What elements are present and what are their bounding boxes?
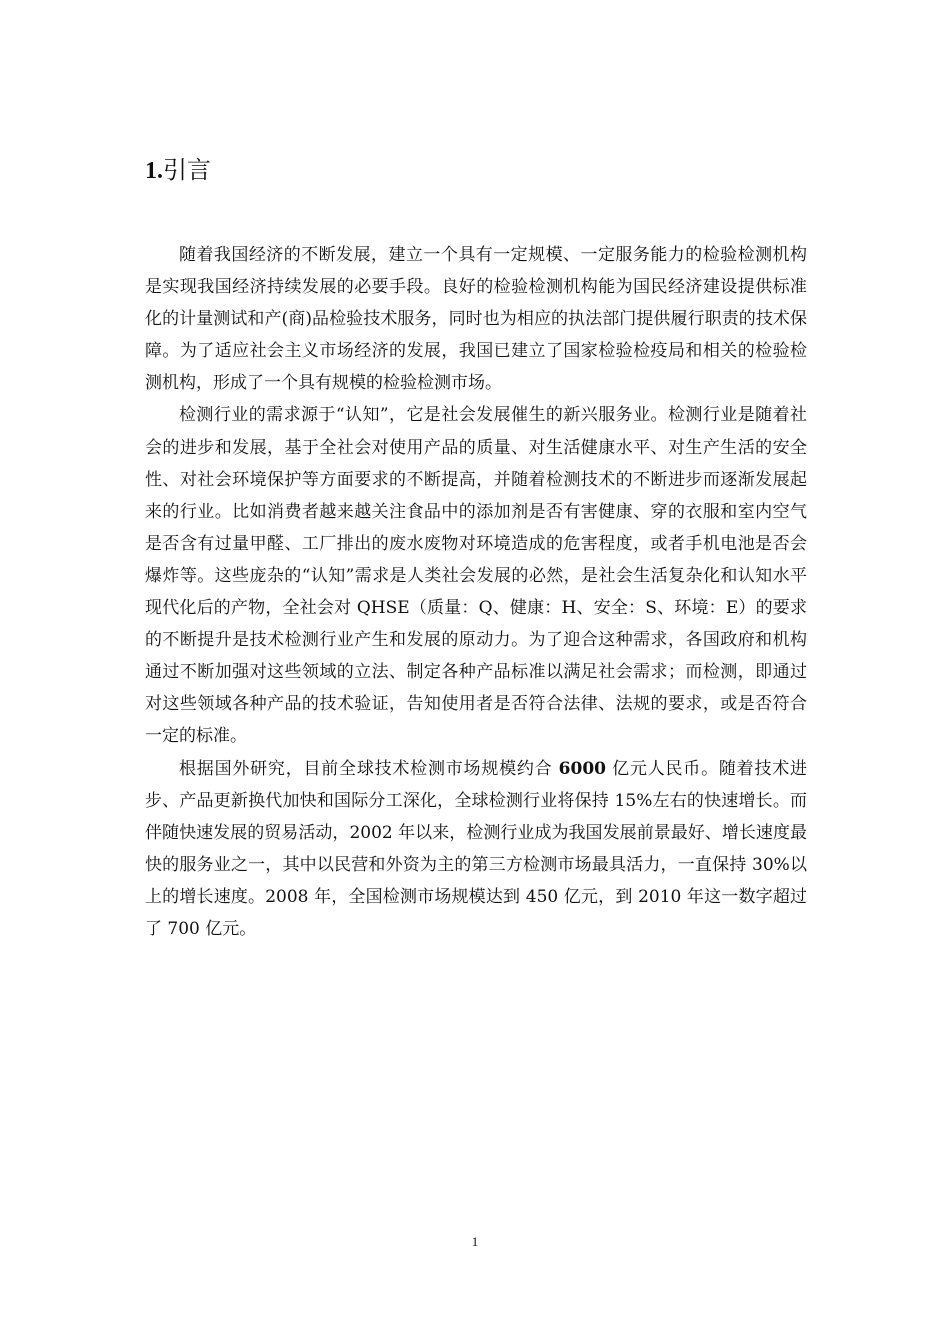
paragraph-1: 随着我国经济的不断发展，建立一个具有一定规模、一定服务能力的检验检测机构是实现我国经济持续发展的必要手段。良好的检验检测机构能为国民经济建设提供标准化的计量测试和产(商)品检验技术服务，同时也为相应的执法部门提供履行职责的技术保障。为了适应社会主义市场经济的发展，我国已建立了国家检验检疫局和相关的检验检测机构，形成了一个具有规模的检验检测市场。 — [145, 245, 807, 394]
page-number: 1 — [471, 1234, 479, 1249]
body-text — [145, 239, 807, 945]
market-size-value: 6000 — [558, 758, 606, 779]
paragraph-3-prefix: 根据国外研究，目前全球技术检测市场规模约合 — [179, 758, 559, 779]
paragraph-3 — [145, 753, 807, 946]
paragraph-2: 检测行业的需求源于“认知”，它是社会发展催生的新兴服务业。检测行业是随着社会的进步和发展，基于全社会对使用产品的质量、对生活健康水平、对生产生活的安全性、对社会环境保护等方面要求的不断提高，并随着检测技术的不断进步而逐渐发展起来的行业。比如消费者越来越关注食品中的添加剂是否有害健康、穿的衣服和室内空气是否含有过量甲醛、工厂排出的废水废物对环境造成的危害程度，或者手机电池是否会爆炸等。这些庞杂的“认知”需求是人类社会发展的必然，是社会生活复杂化和认知水平现代化后的产物，全社会对 QHSE（质量：Q、健康：H、安全：S、环境：E）的要求的不断提升是技术检测行业产生和发展的原动力。为了迎合这种需求，各国政府和机构通过不断加强对这些领域的立法、制定各种产品标准以满足社会需求；而检测，即通过对这些领域各种产品的技术验证，告知使用者是否符合法律、法规的要求，或是否符合一定的标准。 — [145, 405, 807, 747]
paragraph-3-suffix: 亿元人民币。随着技术进步、产品更新换代加快和国际分工深化，全球检测行业将保持 15%左右的快速增长。而伴随快速发展的贸易活动，2002 年以来，检测行业成为我国发展前景最好、增长速度最快的服务业之一，其中以民营和外资为主的第三方检测市场最具活力，一直保持 30%以上的增长速度。2008 年，全国检测市场规模达到 450 亿元，到 2010 年这一数字超过了 700 亿元。 — [145, 758, 808, 939]
section-number: 1. — [145, 158, 163, 184]
section-heading — [145, 152, 211, 189]
section-title: 引言 — [163, 156, 211, 184]
